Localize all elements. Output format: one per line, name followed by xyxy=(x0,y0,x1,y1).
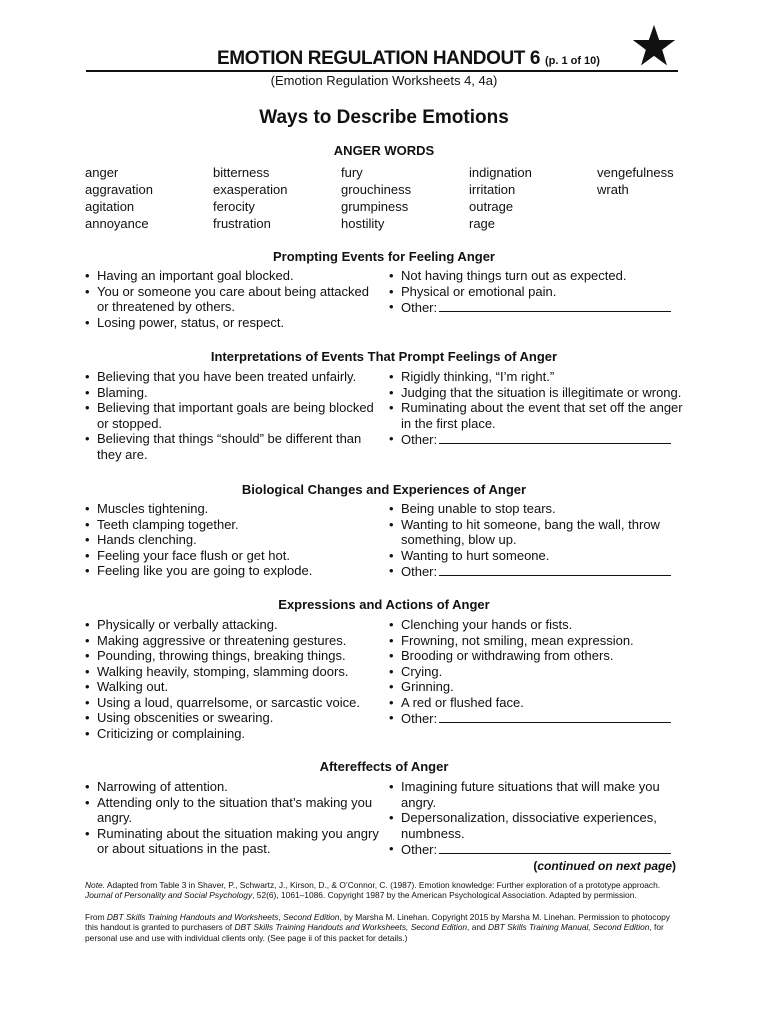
footer-copyright-text: , and xyxy=(467,922,489,933)
list-item xyxy=(389,779,689,810)
list-item-text: Frowning, not smiling, mean expression. xyxy=(401,632,634,648)
empty-cell xyxy=(597,215,695,232)
other-fill-in-line[interactable] xyxy=(439,563,671,576)
list-item-text: Being unable to stop tears. xyxy=(401,501,556,516)
bullet-icon: • xyxy=(389,694,394,710)
list-item xyxy=(389,268,689,284)
list-item-text: Believing that things “should” be different than they are. xyxy=(97,431,362,462)
bullet-icon: • xyxy=(85,794,90,810)
list-item-text: Rigidly thinking, “I’m right.” xyxy=(401,369,555,384)
list-item xyxy=(85,695,380,711)
footer-note-text: Note. xyxy=(85,880,106,890)
anger-words-heading: ANGER WORDS xyxy=(333,143,435,158)
list-item xyxy=(85,779,380,795)
list-item-text: Depersonalization, dissociative experiences, numbness. xyxy=(401,810,657,841)
anger-word: rage xyxy=(469,216,496,231)
list-item-text: Wanting to hurt someone. xyxy=(401,547,550,563)
handout-title-text: EMOTION REGULATION HANDOUT 6 xyxy=(217,48,541,69)
anger-word: hostility xyxy=(341,216,385,231)
list-item-text: Blaming. xyxy=(97,384,148,400)
list-item-text: Feeling like you are going to explode. xyxy=(97,563,313,578)
list-item-text: Other: xyxy=(401,842,438,857)
anger-word: annoyance xyxy=(85,216,149,231)
list-item-text: Wanting to hit someone, bang the wall, throw something, blow up. xyxy=(401,516,660,547)
footer-copyright-text: From xyxy=(85,912,107,922)
anger-word: outrage xyxy=(469,199,514,214)
section-heading: Biological Changes and Experiences of Anger xyxy=(241,482,527,497)
list-item-text: Muscles tightening. xyxy=(97,501,209,516)
worksheet-reference: (Emotion Regulation Worksheets 4, 4a) xyxy=(270,73,498,88)
list-item xyxy=(389,284,689,300)
bullet-icon: • xyxy=(85,563,90,578)
list-item xyxy=(85,664,380,680)
footer-copyright-text: , by Marsha M. Linehan. Copyright 2015 by Marsha M. Linehan. Permission to photocopy this handout is granted to purchasers of xyxy=(85,912,670,933)
list-item xyxy=(85,369,380,385)
list-item xyxy=(85,532,380,548)
bullet-list-right xyxy=(389,268,689,316)
list-item xyxy=(389,299,689,316)
bullet-icon: • xyxy=(389,299,394,314)
list-item xyxy=(85,648,380,664)
list-item-text: Attending only to the situation that’s making you angry. xyxy=(97,794,373,825)
list-item xyxy=(389,679,689,695)
bullet-icon: • xyxy=(85,400,90,415)
bullet-icon: • xyxy=(85,547,90,563)
bullet-icon: • xyxy=(389,679,394,694)
list-item xyxy=(389,385,689,401)
bullet-icon: • xyxy=(389,268,394,283)
list-item-text: Imagining future situations that will make you angry. xyxy=(401,779,660,810)
anger-word: wrath xyxy=(597,182,629,197)
handout-header xyxy=(86,48,678,72)
other-fill-in-line[interactable] xyxy=(439,431,671,444)
list-item-text: Other: xyxy=(401,432,438,447)
list-item xyxy=(85,548,380,564)
bullet-icon: • xyxy=(85,725,90,741)
list-item xyxy=(389,664,689,680)
anger-word: ferocity xyxy=(213,199,255,214)
list-item-text: Ruminating about the situation making you angry or about situations in the past. xyxy=(97,825,379,856)
anger-word: anger xyxy=(85,165,119,180)
anger-word: bitterness xyxy=(213,165,270,180)
bullet-icon: • xyxy=(85,825,90,841)
list-item-text: Narrowing of attention. xyxy=(97,779,228,794)
list-item-text: Other: xyxy=(401,300,438,315)
bullet-icon: • xyxy=(85,431,90,446)
bullet-icon: • xyxy=(85,779,90,794)
bullet-icon: • xyxy=(85,516,90,532)
bullet-icon: • xyxy=(389,501,394,516)
footer-copyright-text: , for personal use and use with individual clients only. (See page ii of this packet for details.) xyxy=(85,922,664,943)
list-item-text: Other: xyxy=(401,711,438,726)
footer-copyright-text: DBT Skills Training Handouts and Worksheets, Second Edition xyxy=(234,922,468,933)
anger-word: aggravation xyxy=(85,182,153,197)
list-item-text: Believing that important goals are being blocked or stopped. xyxy=(97,400,374,431)
footer-note-text: Journal of Personality and Social Psychology xyxy=(85,890,253,901)
anger-word: agitation xyxy=(85,199,135,214)
list-item-text: Other: xyxy=(401,564,438,579)
list-item-text: A red or flushed face. xyxy=(401,694,524,710)
list-item-text: Having an important goal blocked. xyxy=(97,268,294,283)
anger-word: grouchiness xyxy=(341,182,412,197)
other-fill-in-line[interactable] xyxy=(439,299,671,312)
list-item xyxy=(85,617,380,633)
list-item-text: Using a loud, quarrelsome, or sarcastic voice. xyxy=(97,694,361,710)
bullet-icon: • xyxy=(85,501,90,516)
anger-word: indignation xyxy=(469,165,532,180)
page-indicator: (p. 1 of 10) xyxy=(544,55,600,67)
list-item-text: Walking heavily, stomping, slamming doors. xyxy=(97,663,349,679)
list-item xyxy=(85,400,380,431)
bullet-list-right xyxy=(389,779,689,858)
list-item xyxy=(85,284,380,315)
anger-word: exasperation xyxy=(213,182,288,197)
list-item xyxy=(389,710,689,727)
list-item xyxy=(85,385,380,401)
bullet-icon: • xyxy=(85,663,90,679)
list-item-text: Walking out. xyxy=(97,679,169,694)
list-item xyxy=(389,810,689,841)
bullet-icon: • xyxy=(389,648,394,663)
footer-copyright-text: DBT Skills Training Handouts and Worksheets, Second Edition xyxy=(106,912,340,922)
bullet-icon: • xyxy=(389,632,394,648)
list-item xyxy=(389,400,689,431)
footer-copyright xyxy=(85,912,680,943)
list-item-text: Making aggressive or threatening gestures. xyxy=(97,632,347,648)
list-item-text: Criticizing or complaining. xyxy=(97,725,246,741)
list-item xyxy=(389,695,689,711)
list-item xyxy=(85,726,380,742)
other-fill-in-line[interactable] xyxy=(439,710,671,723)
bullet-icon: • xyxy=(389,810,394,825)
list-item xyxy=(85,679,380,695)
list-item-text: Not having things turn out as expected. xyxy=(401,268,627,283)
bullet-icon: • xyxy=(85,617,90,632)
bullet-icon: • xyxy=(389,516,394,532)
list-item xyxy=(85,710,380,726)
list-item-text: Physical or emotional pain. xyxy=(401,283,557,299)
list-item xyxy=(389,841,689,858)
list-item xyxy=(85,633,380,649)
list-item-text: Teeth clamping together. xyxy=(97,516,239,532)
anger-word: irritation xyxy=(469,182,516,197)
list-item xyxy=(389,431,689,448)
anger-word: grumpiness xyxy=(341,199,409,214)
footer-note-text: , 52(6), 1061–1086. Copyright 1987 by the American Psychological Association. Adapted by permission. xyxy=(252,890,637,901)
list-item xyxy=(85,315,380,331)
bullet-list-left xyxy=(85,779,380,857)
page-title: Ways to Describe Emotions xyxy=(259,107,509,128)
bullet-icon: • xyxy=(389,369,394,384)
handout-title xyxy=(217,48,600,72)
bullet-list-left xyxy=(85,501,380,579)
bullet-icon: • xyxy=(85,532,90,547)
continued-text: continued on next page xyxy=(537,859,672,873)
list-item-text: Crying. xyxy=(401,663,443,679)
list-item xyxy=(389,563,689,580)
list-item-text: You or someone you care about being attacked or threatened by others. xyxy=(97,283,369,314)
bullet-list-right xyxy=(389,501,689,580)
list-item-text: Clenching your hands or fists. xyxy=(401,617,573,632)
list-item xyxy=(85,268,380,284)
bullet-icon: • xyxy=(389,283,394,299)
list-item xyxy=(389,617,689,633)
list-item xyxy=(389,633,689,649)
list-item-text: Pounding, throwing things, breaking things. xyxy=(97,648,346,663)
footer-note-text: Adapted from Table 3 in Shaver, P., Schwartz, J., Kirson, D., & O’Connor, C. (1987). Emotion knowledge: Further exploration of a prototype approach. xyxy=(105,880,661,890)
bullet-icon: • xyxy=(85,694,90,710)
list-item xyxy=(85,826,380,857)
bullet-icon: • xyxy=(85,710,90,725)
bullet-icon: • xyxy=(85,268,90,283)
list-item xyxy=(85,501,380,517)
anger-word: frustration xyxy=(213,216,271,231)
list-item xyxy=(85,795,380,826)
bullet-icon: • xyxy=(85,648,90,663)
bullet-icon: • xyxy=(389,563,394,578)
list-item xyxy=(389,501,689,517)
list-item-text: Feeling your face flush or get hot. xyxy=(97,547,290,563)
bullet-icon: • xyxy=(389,431,394,446)
list-item xyxy=(85,517,380,533)
anger-word: fury xyxy=(341,165,363,180)
bullet-icon: • xyxy=(85,283,90,299)
list-item-text: Grinning. xyxy=(401,679,454,694)
bullet-icon: • xyxy=(389,400,394,415)
bullet-icon: • xyxy=(389,841,394,856)
list-item xyxy=(389,648,689,664)
bullet-icon: • xyxy=(389,617,394,632)
bullet-list-left xyxy=(85,268,380,330)
list-item-text: Judging that the situation is illegitimate or wrong. xyxy=(401,384,682,400)
section-heading: Aftereffects of Anger xyxy=(319,759,449,774)
list-item-text: Hands clenching. xyxy=(97,532,197,547)
list-item-text: Believing that you have been treated unfairly. xyxy=(97,369,357,384)
list-item xyxy=(389,548,689,564)
bullet-icon: • xyxy=(389,384,394,400)
bullet-icon: • xyxy=(85,369,90,384)
anger-words-grid xyxy=(85,164,695,232)
other-fill-in-line[interactable] xyxy=(439,841,671,854)
bullet-icon: • xyxy=(389,710,394,725)
footer-copyright-text: DBT Skills Training Manual, Second Edition xyxy=(488,922,650,933)
bullet-icon: • xyxy=(85,314,90,330)
bullet-list-left xyxy=(85,617,380,741)
bullet-icon: • xyxy=(389,547,394,563)
bullet-icon: • xyxy=(85,384,90,400)
bullet-icon: • xyxy=(389,779,394,794)
list-item xyxy=(389,517,689,548)
bullet-icon: • xyxy=(389,663,394,679)
list-item xyxy=(85,431,380,462)
bullet-list-right xyxy=(389,617,689,727)
list-item-text: Ruminating about the event that set off the anger in the first place. xyxy=(401,400,683,431)
list-item xyxy=(389,369,689,385)
list-item-text: Physically or verbally attacking. xyxy=(97,617,278,632)
list-item-text: Brooding or withdrawing from others. xyxy=(401,648,614,663)
bullet-list-left xyxy=(85,369,380,462)
bullet-list-right xyxy=(389,369,689,448)
list-item xyxy=(85,563,380,579)
bullet-icon: • xyxy=(85,679,90,694)
bullet-icon: • xyxy=(85,632,90,648)
star-icon xyxy=(632,24,676,68)
footer-note xyxy=(85,880,680,901)
section-heading: Interpretations of Events That Prompt Feelings of Anger xyxy=(210,349,558,364)
list-item-text: Losing power, status, or respect. xyxy=(97,314,285,330)
continued-note: (continued on next page) xyxy=(533,859,676,873)
anger-word: vengefulness xyxy=(597,165,674,180)
section-heading: Expressions and Actions of Anger xyxy=(278,597,490,612)
section-heading: Prompting Events for Feeling Anger xyxy=(273,249,495,264)
list-item-text: Using obscenities or swearing. xyxy=(97,710,274,725)
empty-cell xyxy=(597,198,695,215)
